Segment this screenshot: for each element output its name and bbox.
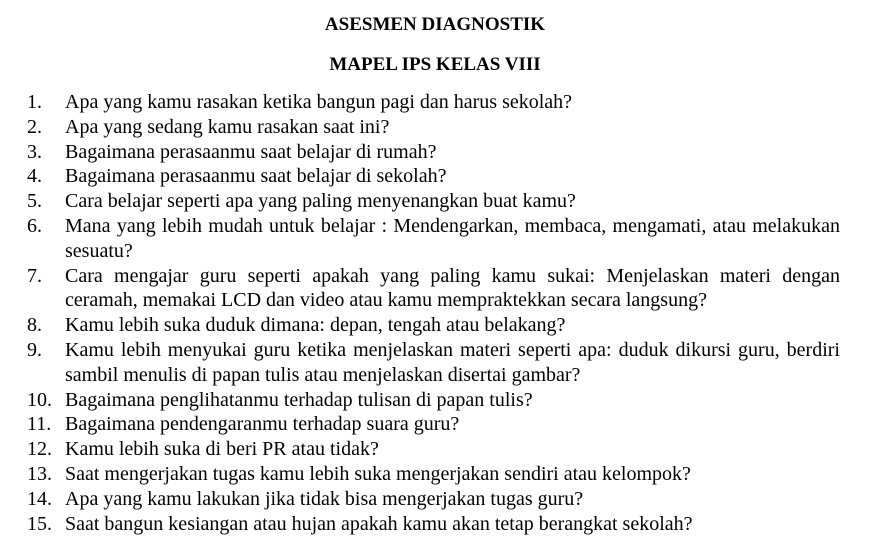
question-number: 11. bbox=[27, 413, 52, 436]
question-item bbox=[0, 189, 840, 214]
question-item bbox=[0, 338, 840, 388]
question-item bbox=[0, 487, 840, 512]
question-number: 7. bbox=[27, 264, 42, 287]
question-text: Bagaimana pendengaranmu terhadap suara guru? bbox=[65, 413, 460, 436]
question-text: Apa yang sedang kamu rasakan saat ini? bbox=[65, 115, 390, 138]
question-number: 13. bbox=[27, 462, 52, 485]
question-text: Kamu lebih menyukai guru ketika menjelaskan materi seperti apa: duduk dikursi guru, berdiri sambil menulis di papan tulis atau menjelaskan disertai gambar? bbox=[65, 338, 840, 386]
question-text: Saat bangun kesiangan atau hujan apakah kamu akan tetap berangkat sekolah? bbox=[65, 512, 693, 535]
question-item bbox=[0, 264, 840, 314]
document-subtitle: MAPEL IPS KELAS VIII bbox=[329, 54, 541, 75]
question-number: 14. bbox=[27, 487, 52, 510]
question-text: Saat mengerjakan tugas kamu lebih suka mengerjakan sendiri atau kelompok? bbox=[65, 462, 691, 485]
question-number: 8. bbox=[27, 314, 42, 337]
question-item bbox=[0, 115, 840, 140]
question-item bbox=[0, 512, 840, 537]
question-item bbox=[0, 214, 840, 264]
question-text: Kamu lebih suka duduk dimana: depan, tengah atau belakang? bbox=[65, 314, 566, 337]
question-list bbox=[0, 90, 840, 536]
question-item bbox=[0, 90, 840, 115]
question-item bbox=[0, 437, 840, 462]
question-item bbox=[0, 412, 840, 437]
question-text: Bagaimana perasaanmu saat belajar di sekolah? bbox=[65, 165, 447, 188]
question-number: 10. bbox=[27, 388, 52, 411]
question-number: 15. bbox=[27, 512, 52, 535]
question-item bbox=[0, 462, 840, 487]
document-title: ASESMEN DIAGNOSTIK bbox=[324, 14, 546, 35]
question-text: Apa yang kamu rasakan ketika bangun pagi dan harus sekolah? bbox=[65, 91, 573, 113]
question-text: Mana yang lebih mudah untuk belajar : Mendengarkan, membaca, mengamati, atau melakukan sesuatu? bbox=[65, 214, 840, 262]
question-number: 3. bbox=[27, 140, 42, 163]
question-number: 6. bbox=[27, 214, 42, 237]
question-item bbox=[0, 140, 840, 165]
question-text: Kamu lebih suka di beri PR atau tidak? bbox=[65, 438, 379, 461]
question-text: Cara belajar seperti apa yang paling menyenangkan buat kamu? bbox=[65, 190, 576, 213]
question-number: 12. bbox=[27, 438, 52, 461]
question-text: Cara mengajar guru seperti apakah yang paling kamu sukai: Menjelaskan materi dengan ceramah, memakai LCD dan video atau kamu mempraktekkan secara langsung? bbox=[65, 264, 840, 312]
question-number: 1. bbox=[27, 91, 42, 113]
question-text: Bagaimana penglihatanmu terhadap tulisan di papan tulis? bbox=[65, 388, 533, 411]
question-number: 9. bbox=[27, 338, 42, 361]
question-text: Bagaimana perasaanmu saat belajar di rumah? bbox=[65, 140, 437, 163]
question-number: 4. bbox=[27, 165, 42, 188]
question-text: Apa yang kamu lakukan jika tidak bisa mengerjakan tugas guru? bbox=[65, 487, 584, 510]
question-number: 5. bbox=[27, 190, 42, 213]
question-item bbox=[0, 164, 840, 189]
question-item bbox=[0, 313, 840, 338]
question-item bbox=[0, 388, 840, 413]
question-number: 2. bbox=[27, 115, 42, 138]
